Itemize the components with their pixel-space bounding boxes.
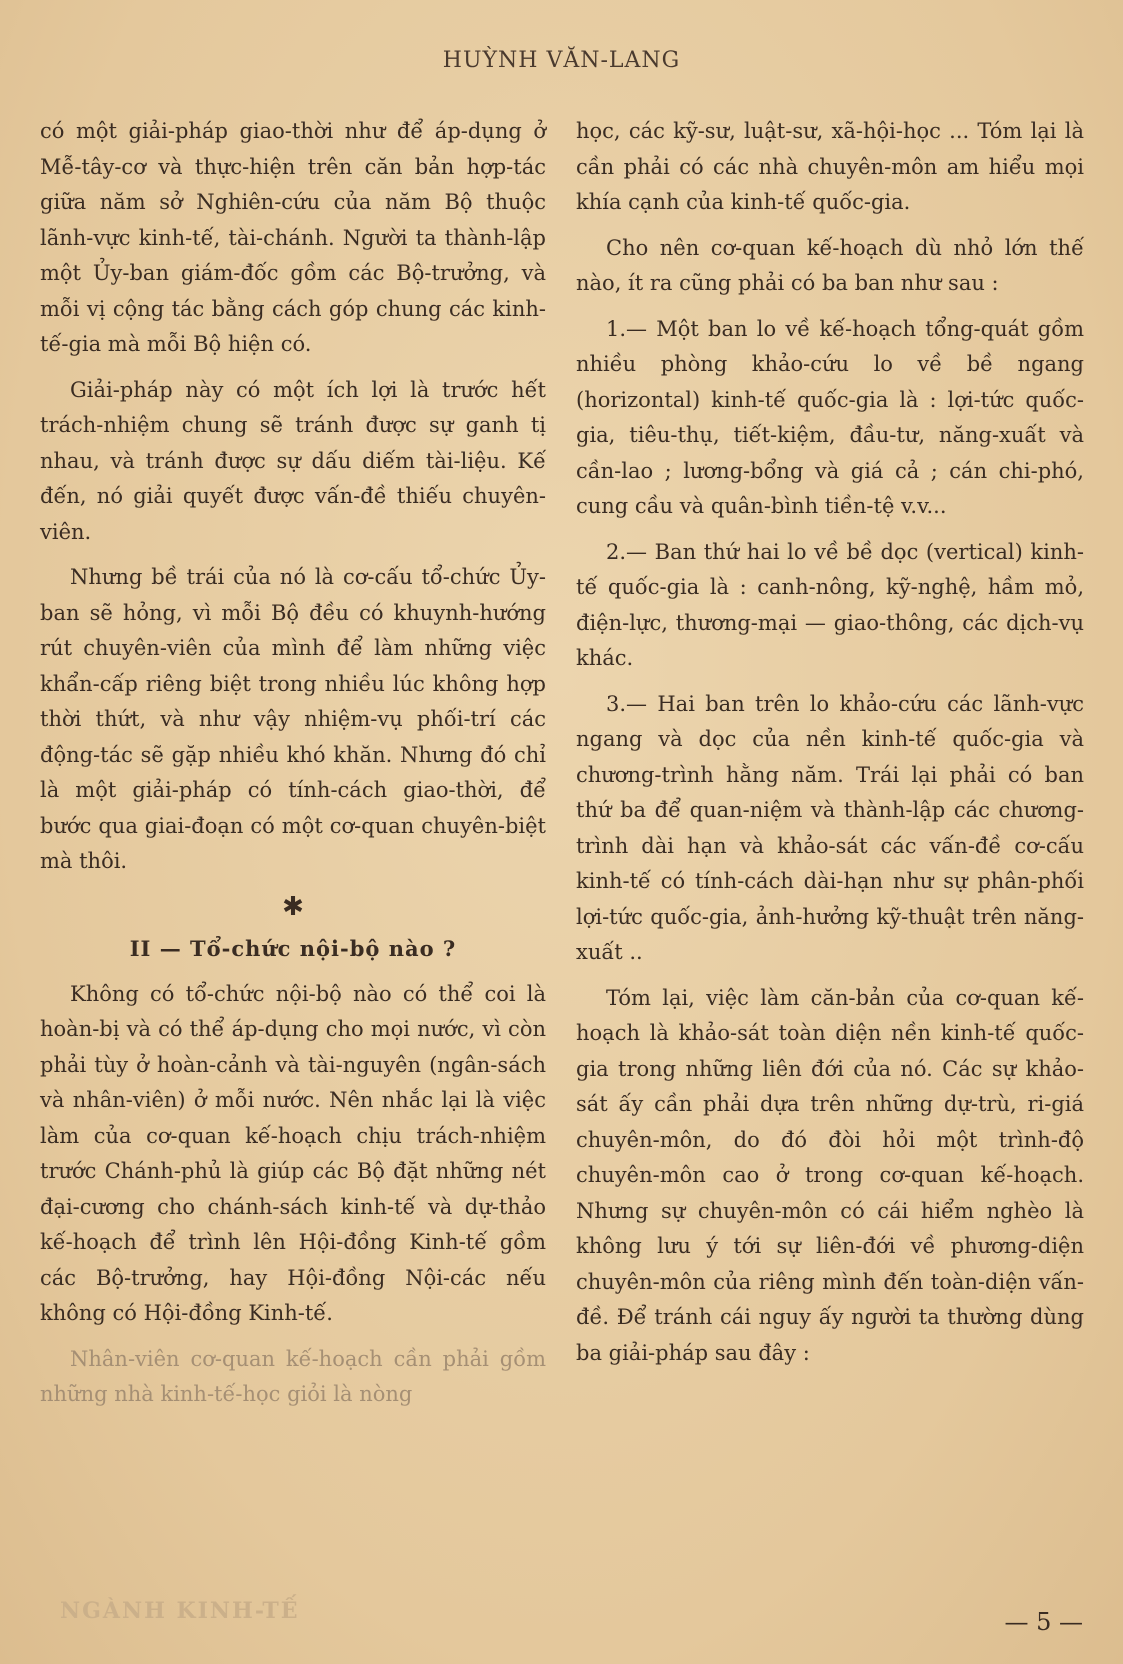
right-list-item-1: 1.— Một ban lo về kế-hoạch tổng-quát gồm nhiều phòng khảo-cứu lo về bề ngang (horizontal) kinh-tế quốc-gia là : lợi-tức quốc-gia, tiêu-thụ, tiết-kiệm, đầu-tư, năng-xuất và cần-lao ; lương-bổng và giá cả ; cán chi-phó, cung cầu và quân-bình tiền-tệ v.v...	[576, 316, 1084, 518]
right-list-item-2: 2.— Ban thứ hai lo về bề dọc (vertical) kinh-tế quốc-gia là : canh-nông, kỹ-nghệ, hầm mỏ, điện-lực, thương-mại — giao-thông, các dịch-vụ khác.	[576, 539, 1084, 670]
left-paragraph-2: Giải-pháp này có một ích lợi là trước hết trách-nhiệm chung sẽ tránh được sự ganh tị nhau, và tránh được sự dấu diếm tài-liệu. Kế đến, nó giải quyết được vấn-đề thiếu chuyên-viên.	[40, 377, 546, 544]
section-heading: II — Tổ-chức nội-bộ nào ?	[129, 936, 457, 961]
star-separator-icon: ✱	[282, 891, 304, 922]
right-column	[576, 114, 1084, 1381]
right-paragraph-2: Cho nên cơ-quan kế-hoạch dù nhỏ lớn thế nào, ít ra cũng phải có ba ban như sau :	[576, 235, 1084, 295]
page-number: — 5 —	[1004, 1608, 1083, 1636]
left-column	[40, 114, 546, 1423]
footer-faded-text: NGÀNH KINH-TẾ	[60, 1598, 300, 1624]
left-paragraph-4: Không có tổ-chức nội-bộ nào có thể coi là hoàn-bị và có thể áp-dụng cho mọi nước, vì còn phải tùy ở hoàn-cảnh và tài-nguyên (ngân-sách và nhân-viên) ở mỗi nước. Nên nhắc lại là việc làm của cơ-quan kế-hoạch chịu trách-nhiệm trước Chánh-phủ là giúp các Bộ đặt những nét đại-cương cho chánh-sách kinh-tế và dự-thảo kế-hoạch để trình lên Hội-đồng Kinh-tế gồm các Bộ-trưởng, hay Hội-đồng Nội-các nếu không có Hội-đồng Kinh-tế.	[40, 981, 546, 1325]
running-header: HUỲNH VĂN-LANG	[442, 48, 681, 73]
right-list-item-3: 3.— Hai ban trên lo khảo-cứu các lãnh-vực ngang và dọc của nền kinh-tế quốc-gia và chương-trình hằng năm. Trái lại phải có ban thứ ba để quan-niệm và thành-lập các chương-trình dài hạn và khảo-sát các vấn-đề cơ-cấu kinh-tế có tính-cách dài-hạn như sự phân-phối lợi-tức quốc-gia, ảnh-hưởng kỹ-thuật trên năng-xuất ..	[576, 691, 1084, 964]
left-paragraph-3: Nhưng bề trái của nó là cơ-cấu tổ-chức Ủy-ban sẽ hỏng, vì mỗi Bộ đều có khuynh-hướng rút chuyên-viên của mình để làm những việc khẩn-cấp riêng biệt trong nhiều lúc không hợp thời thứt, và như vậy nhiệm-vụ phối-trí các động-tác sẽ gặp nhiều khó khăn. Nhưng đó chỉ là một giải-pháp có tính-cách giao-thời, để bước qua giai-đoạn có một cơ-quan chuyên-biệt mà thôi.	[40, 565, 546, 873]
right-paragraph-1: học, các kỹ-sư, luật-sư, xã-hội-học ... Tóm lại là cần phải có các nhà chuyên-môn am hiểu mọi khía cạnh của kinh-tế quốc-gia.	[576, 119, 1084, 214]
right-paragraph-3: Tóm lại, việc làm căn-bản của cơ-quan kế-hoạch là khảo-sát toàn diện nền kinh-tế quốc-gia trong những liên đới của nó. Các sự khảo-sát ấy cần phải dựa trên những dự-trù, ri-giá chuyên-môn, do đó đòi hỏi một trình-độ chuyên-môn cao ở trong cơ-quan kế-hoạch. Nhưng sự chuyên-môn có cái hiểm nghèo là không lưu ý tới sự liên-đới về phương-diện chuyên-môn của riêng mình đến toàn-diện vấn-đề. Để tránh cái nguy ấy người ta thường dùng ba giải-pháp sau đây :	[576, 985, 1084, 1365]
left-paragraph-1: có một giải-pháp giao-thời như để áp-dụng ở Mễ-tây-cơ và thực-hiện trên căn bản hợp-tác giữa năm sở Nghiên-cứu của năm Bộ thuộc lãnh-vực kinh-tế, tài-chánh. Người ta thành-lập một Ủy-ban giám-đốc gồm các Bộ-trưởng, và mỗi vị cộng tác bằng cách góp chung các kinh-tế-gia mà mỗi Bộ hiện có.	[40, 119, 546, 356]
left-paragraph-5-faded: Nhân-viên cơ-quan kế-hoạch cần phải gồm những nhà kinh-tế-học giỏi là nòng	[40, 1346, 546, 1406]
